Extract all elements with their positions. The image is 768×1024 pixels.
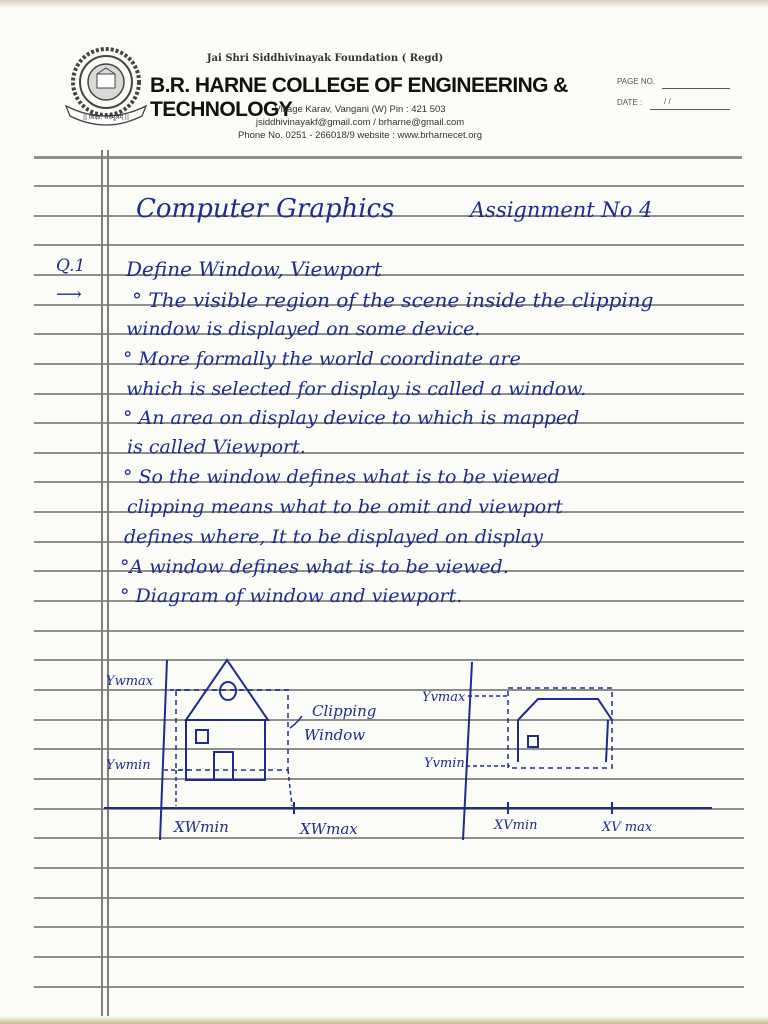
window-viewport-diagram <box>0 640 768 850</box>
college-logo-icon <box>62 44 150 130</box>
margin-line-outer <box>101 150 103 1024</box>
viewport-y-axis <box>463 662 472 840</box>
note-line-9: defines where, It to be displayed on display <box>124 526 543 548</box>
note-line-4: which is selected for display is called a window. <box>126 378 587 400</box>
ruled-line <box>34 156 742 159</box>
ruled-line <box>34 185 744 187</box>
yvmax-label: Yvmax <box>422 690 466 705</box>
note-line-8: clipping means what to be omit and viewport <box>127 496 563 518</box>
page-no-label: PAGE NO. <box>617 77 656 86</box>
xvmin-label: XVmin <box>494 818 538 833</box>
college-email: jsiddhivinayakf@gmail.com / brharne@gmail.com <box>255 117 465 128</box>
date-label: DATE : <box>617 98 643 107</box>
ruled-line <box>34 897 744 899</box>
note-line-11: ° Diagram of window and viewport. <box>120 585 463 607</box>
page-bottom-edge <box>0 1016 768 1024</box>
clipping-caption-line-2: Window <box>304 726 366 744</box>
ruled-line <box>34 630 744 632</box>
college-name: B.R. HARNE COLLEGE OF ENGINEERING & TECHNOLOGY <box>150 74 568 121</box>
letterhead <box>0 0 768 150</box>
question-text: Define Window, Viewport <box>126 257 382 281</box>
date-separators: / / <box>664 97 671 106</box>
viewport-house-window <box>528 736 538 747</box>
house-window <box>196 730 208 743</box>
note-line-2: window is displayed on some device. <box>126 318 481 340</box>
ywmin-label: Ywmin <box>106 758 151 773</box>
date-blank <box>650 109 730 110</box>
yvmin-label: Yvmin <box>424 756 465 771</box>
ruled-line <box>34 956 744 958</box>
page-no-blank <box>662 88 730 89</box>
note-line-1: ° The visible region of the scene inside the clipping <box>132 288 654 312</box>
margin-line-inner <box>107 150 109 1024</box>
xvmax-label: XV max <box>602 820 653 835</box>
college-phone: Phone No. 0251 - 266018/9 website : www.brharnecet.org <box>238 130 482 141</box>
house-door <box>214 752 233 780</box>
xwmax-label: XWmax <box>300 820 358 838</box>
college-address: Village Karav, Vangani (W) Pin : 421 503 <box>274 104 446 115</box>
ruled-line <box>34 986 744 988</box>
window-y-axis <box>160 660 167 840</box>
note-line-7: ° So the window defines what is to be viewed <box>123 466 560 488</box>
question-number: Q.1 <box>56 256 86 276</box>
caption-pointer <box>290 716 302 728</box>
assignment-title: Assignment No 4 <box>470 198 653 222</box>
foundation-name: Jai Shri Siddhivinayak Foundation ( Regd) <box>206 53 444 64</box>
xwmax-dash <box>288 770 292 806</box>
viewport-house-right <box>606 720 608 762</box>
subject-title: Computer Graphics <box>136 194 395 224</box>
logo-motto-text: || शिक्षा: सर्वमूलम् || <box>83 114 129 121</box>
ywmax-label: Ywmax <box>106 674 154 689</box>
note-line-3: ° More formally the world coordinate are <box>123 348 521 370</box>
ruled-line <box>34 244 744 246</box>
ruled-line <box>34 867 744 869</box>
note-line-6: is called Viewport. <box>127 436 306 458</box>
note-line-10: °A window defines what is to be viewed. <box>120 556 509 578</box>
clipping-caption-line-1: Clipping <box>312 702 377 720</box>
roof-window <box>220 682 236 700</box>
ruled-line <box>34 926 744 928</box>
diagram-drawing <box>0 640 768 850</box>
arrow-icon: ⟶ <box>56 284 82 305</box>
note-line-5: ° An area on display device to which is mapped <box>123 407 580 429</box>
viewport-house-roof <box>518 699 612 720</box>
xwmin-label: XWmin <box>174 818 229 836</box>
